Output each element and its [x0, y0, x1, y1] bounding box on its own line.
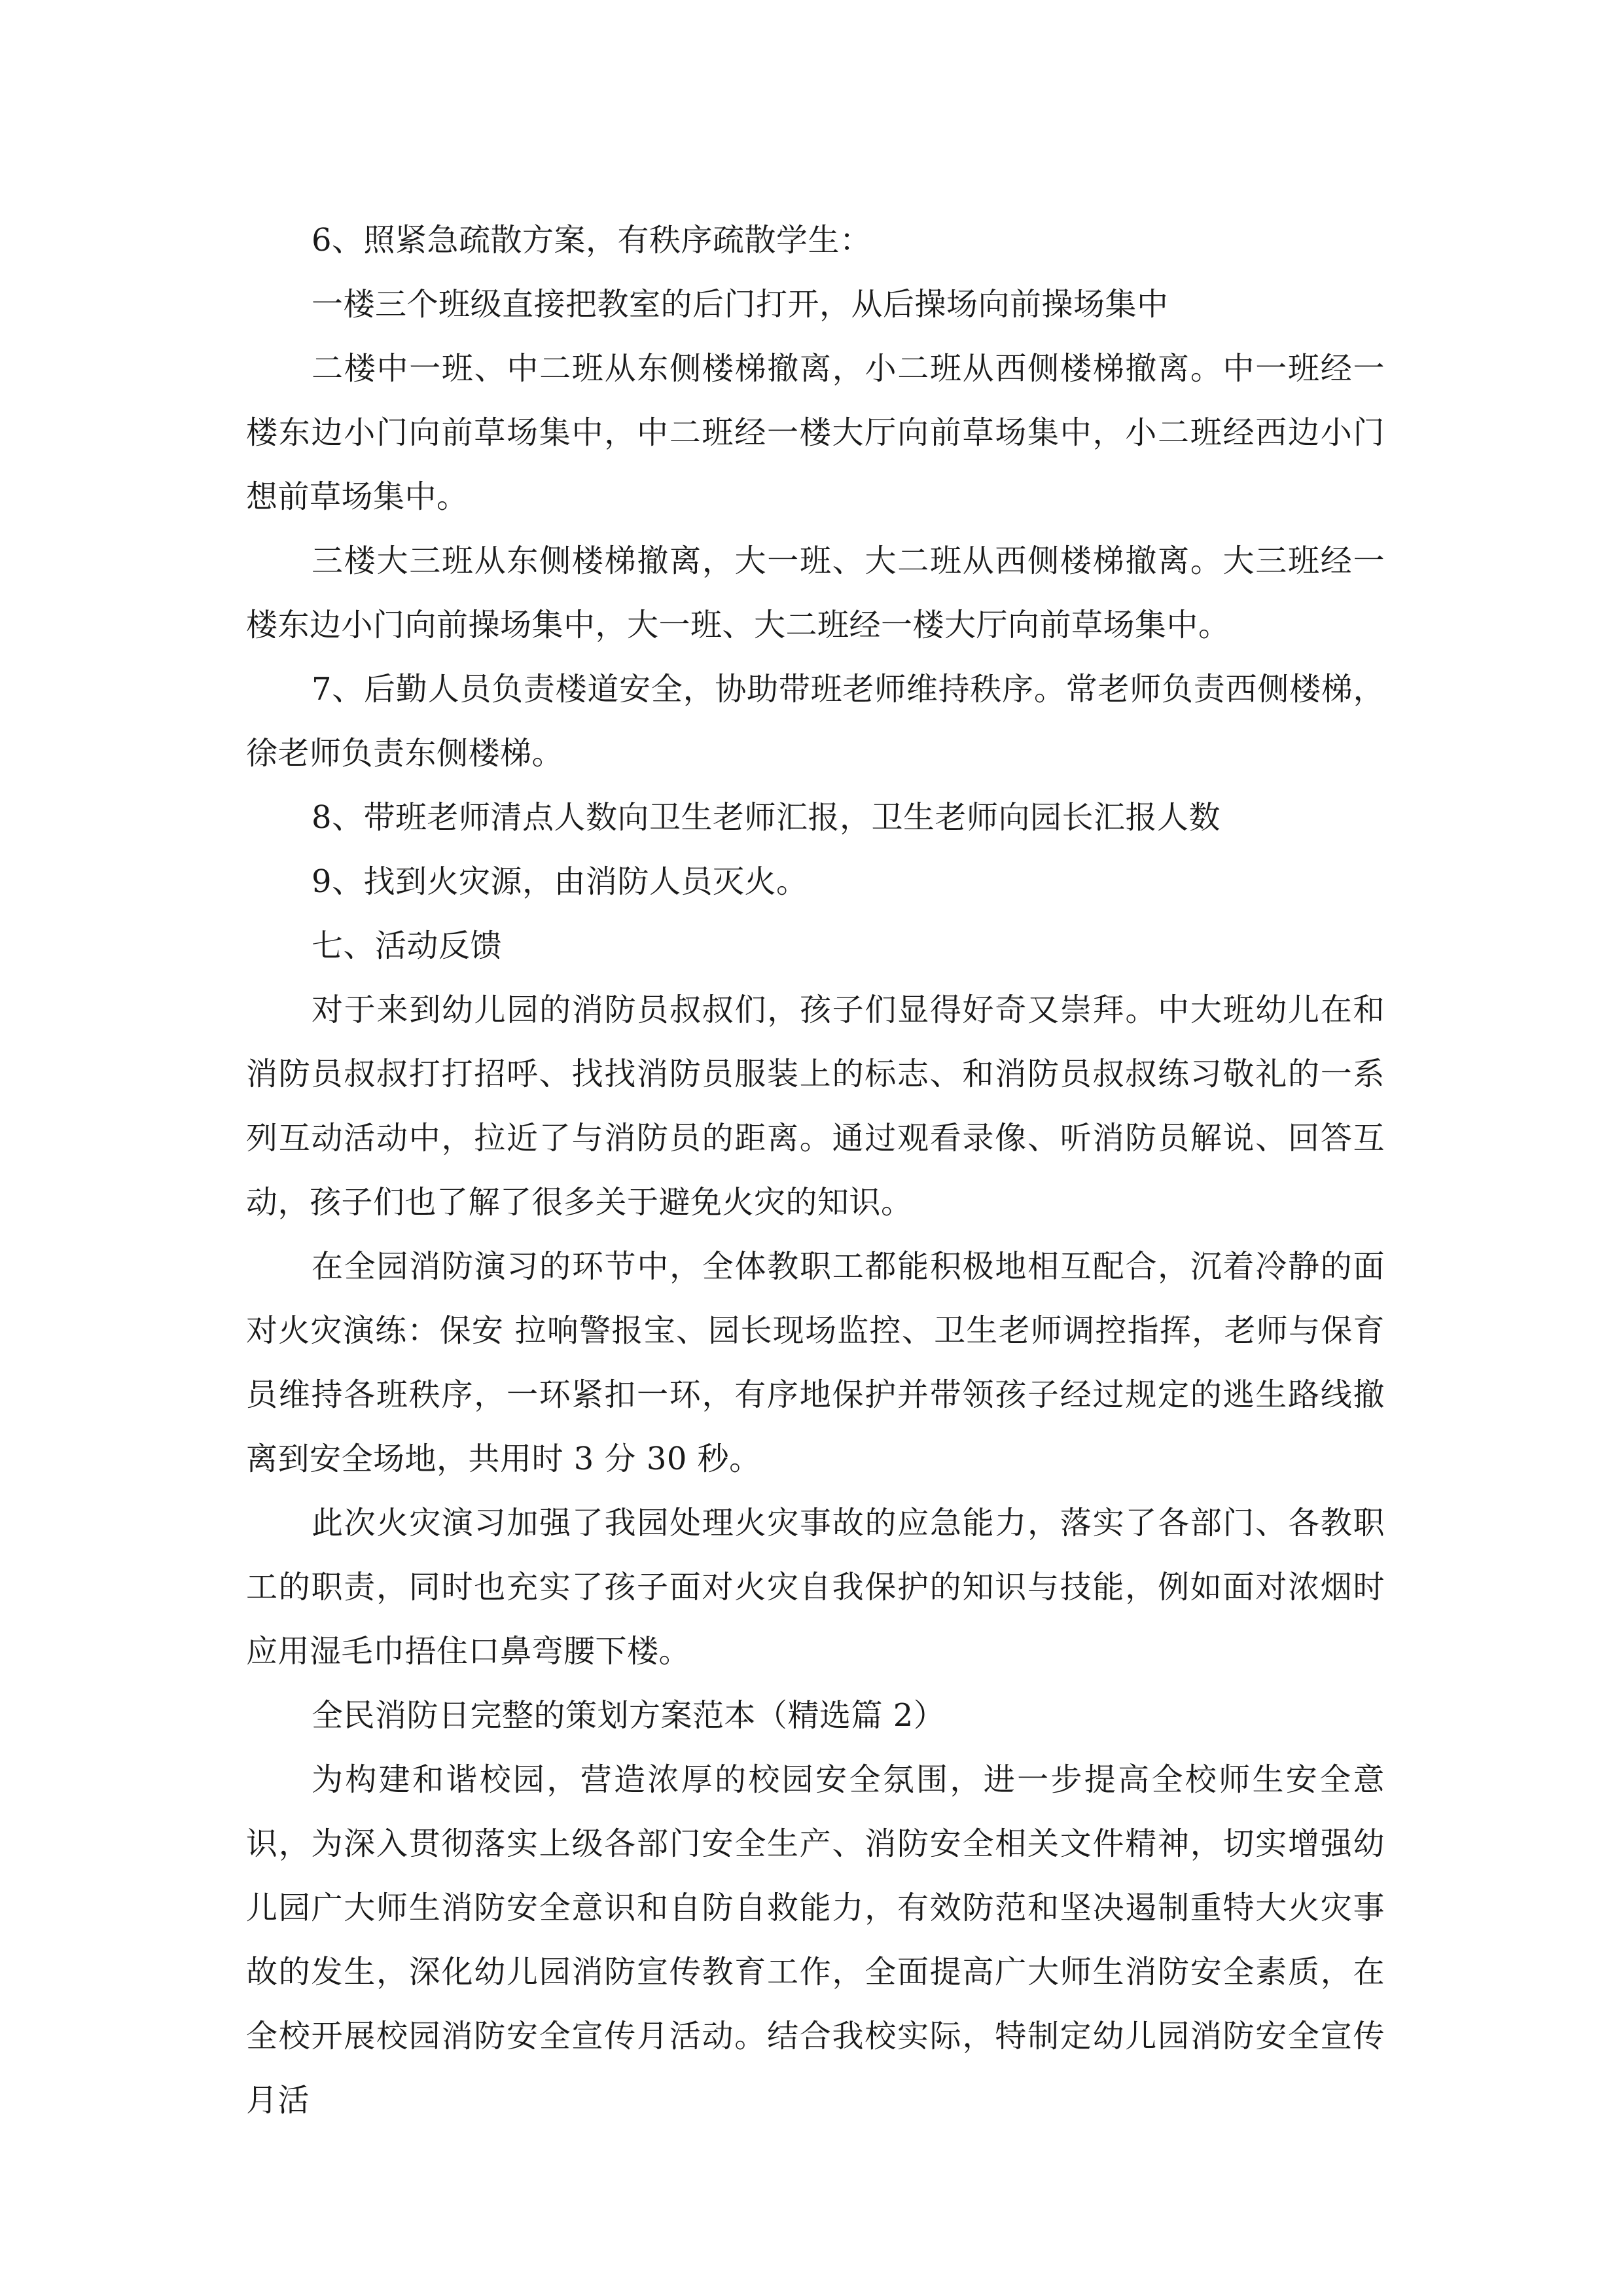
paragraph: 此次火灾演习加强了我园处理火灾事故的应急能力，落实了各部门、各教职工的职责，同时也充实了孩子面对火灾自我保护的知识与技能，例如面对浓烟时应用湿毛巾捂住口鼻弯腰下楼。 [246, 1505, 1385, 1670]
paragraph: 8、带班老师清点人数向卫生老师汇报，卫生老师向园长汇报人数 [312, 799, 1221, 836]
paragraph: 9、找到火灾源，由消防人员灭火。 [312, 863, 808, 900]
paragraph: 一楼三个班级直接把教室的后门打开，从后操场向前操场集中 [312, 286, 1169, 323]
paragraph: 三楼大三班从东侧楼梯撤离，大一班、大二班从西侧楼梯撤离。大三班经一楼东边小门向前操场集中，大一班、大二班经一楼大厅向前草场集中。 [246, 543, 1385, 643]
paragraph: 在全园消防演习的环节中，全体教职工都能积极地相互配合，沉着冷静的面对火灾演练：保安 拉响警报宝、园长现场监控、卫生老师调控指挥，老师与保育员维持各班秩序，一环紧扣一环，有序地保护并带领孩子经过规定的逃生路线撤离到安全场地，共用时 3 分 30 秒。 [246, 1248, 1385, 1477]
paragraph: 对于来到幼儿园的消防员叔叔们，孩子们显得好奇又崇拜。中大班幼儿在和消防员叔叔打打招呼、找找消防员服装上的标志、和消防员叔叔练习敬礼的一系列互动活动中，拉近了与消防员的距离。通过观看录像、听消防员解说、回答互动，孩子们也了解了很多关于避免火灾的知识。 [246, 992, 1385, 1221]
paragraph: 7、后勤人员负责楼道安全，协助带班老师维持秩序。常老师负责西侧楼梯，徐老师负责东侧楼梯。 [246, 671, 1385, 772]
paragraph: 为构建和谐校园，营造浓厚的校园安全氛围，进一步提高全校师生安全意识，为深入贯彻落实上级各部门安全生产、消防安全相关文件精神，切实增强幼儿园广大师生消防安全意识和自防自救能力，有效防范和坚决遏制重特大火灾事故的发生，深化幼儿园消防宣传教育工作，全面提高广大师生消防安全素质，在全校开展校园消防安全宣传月活动。结合我校实际，特制定幼儿园消防安全宣传月活 [246, 1761, 1385, 2119]
section-heading: 全民消防日完整的策划方案范本（精选篇 2） [312, 1697, 946, 1734]
paragraph: 6、照紧急疏散方案，有秩序疏散学生： [312, 222, 872, 259]
document-body [246, 208, 1385, 2132]
section-heading: 七、活动反馈 [312, 927, 503, 964]
paragraph: 二楼中一班、中二班从东侧楼梯撤离，小二班从西侧楼梯撤离。中一班经一楼东边小门向前草场集中，中二班经一楼大厅向前草场集中，小二班经西边小门想前草场集中。 [246, 350, 1385, 515]
